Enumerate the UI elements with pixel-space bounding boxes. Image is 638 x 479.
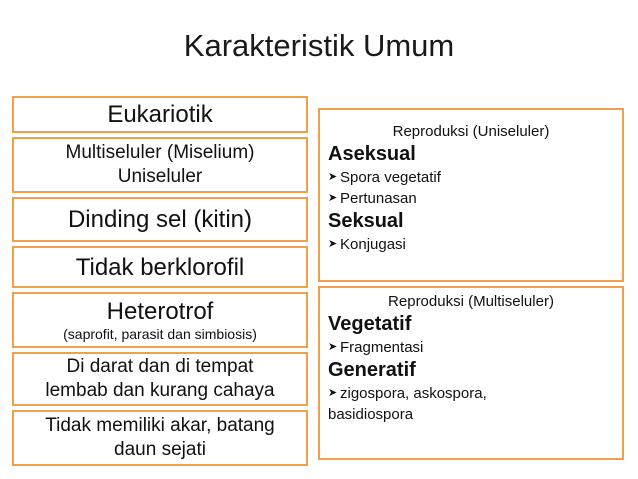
dinding-sel-text: Dinding sel (kitin) — [67, 206, 253, 233]
box-habitat — [12, 352, 308, 406]
uniseluler-text: Uniseluler — [117, 166, 203, 187]
klorofil-text: Tidak berklorofil — [75, 253, 245, 281]
reproduksi-multiseluler-heading: Reproduksi (Multiseluler) — [388, 293, 554, 310]
basidiospora-text: basidiospora — [328, 406, 414, 423]
box-klorofil — [12, 246, 308, 288]
eukariotik-text: Eukariotik — [107, 101, 213, 128]
box-dinding-sel — [12, 197, 308, 242]
vegetatif-label: Vegetatif — [328, 313, 412, 335]
box-akar — [12, 410, 308, 466]
list-item — [328, 188, 614, 209]
arrow-bullet-icon: ➤ — [328, 192, 338, 204]
aseksual-label: Aseksual — [328, 143, 416, 165]
list-item — [328, 234, 614, 255]
habitat-line-2: lembab dan kurang cahaya — [45, 380, 275, 401]
pertunasan-text: Pertunasan — [340, 190, 417, 207]
arrow-bullet-icon: ➤ — [328, 171, 338, 183]
slide-title: Karakteristik Umum — [183, 28, 455, 63]
box-reproduksi-uniseluler — [318, 108, 624, 282]
box-eukariotik — [12, 96, 308, 133]
list-item — [328, 337, 614, 358]
habitat-line-1: Di darat dan di tempat — [66, 356, 254, 377]
akar-line-2: daun sejati — [114, 439, 206, 460]
multiseluler-text: Multiseluler (Miselium) — [65, 142, 255, 163]
seksual-label: Seksual — [328, 210, 404, 232]
arrow-bullet-icon: ➤ — [328, 387, 338, 399]
arrow-bullet-icon: ➤ — [328, 238, 338, 250]
list-item — [328, 167, 614, 188]
generatif-label: Generatif — [328, 359, 416, 381]
heterotrof-text: Heterotrof — [106, 297, 214, 325]
box-heterotrof — [12, 292, 308, 348]
akar-line-1: Tidak memiliki akar, batang — [45, 415, 275, 436]
list-item — [328, 383, 614, 404]
spora-vegetatif-text: Spora vegetatif — [340, 169, 441, 186]
heterotrof-sub-text: (saprofit, parasit dan simbiosis) — [63, 325, 257, 342]
zigospora-text: zigospora, askospora, — [340, 385, 487, 402]
box-reproduksi-multiseluler — [318, 286, 624, 460]
reproduksi-uniseluler-heading: Reproduksi (Uniseluler) — [392, 123, 550, 140]
fragmentasi-text: Fragmentasi — [340, 339, 424, 356]
arrow-bullet-icon: ➤ — [328, 341, 338, 353]
konjugasi-text: Konjugasi — [340, 236, 406, 253]
box-multiseluler — [12, 137, 308, 193]
